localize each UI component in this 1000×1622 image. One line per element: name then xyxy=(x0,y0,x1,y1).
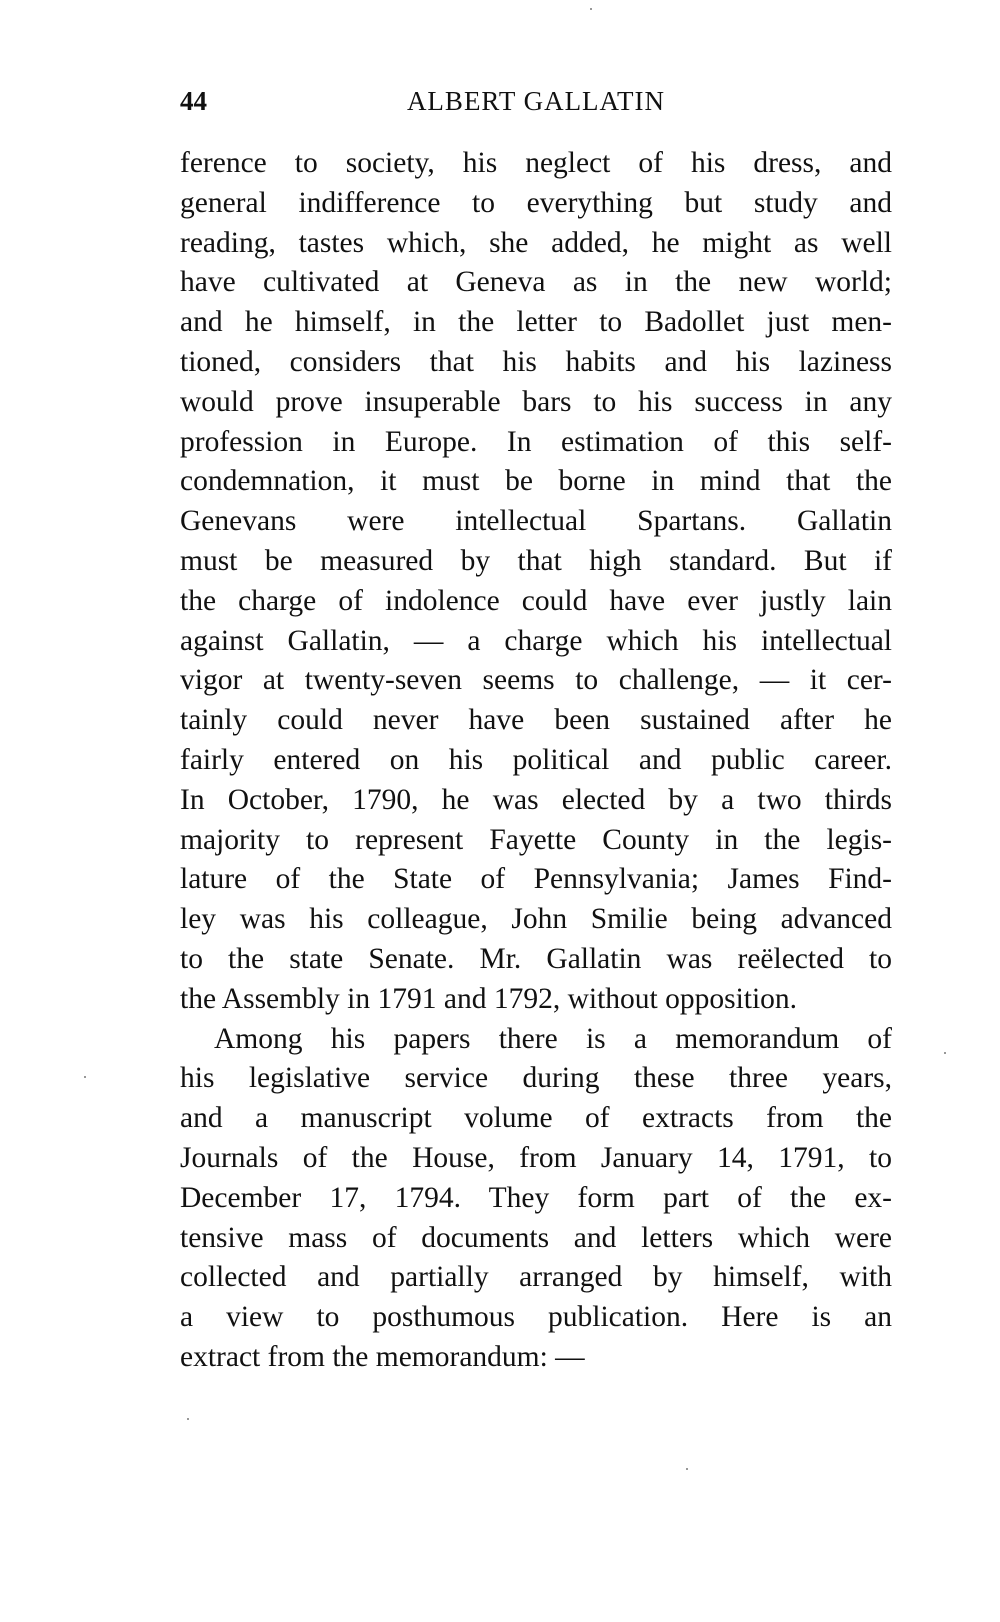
paragraph-2 xyxy=(180,1020,892,1378)
text-line: general indifference to everything but study and xyxy=(180,186,892,219)
text-line: fairly entered on his political and public career. xyxy=(180,743,892,776)
text-line: profession in Europe. In estimation of this self- xyxy=(180,425,892,458)
text-line: his legislative service during these three years, xyxy=(180,1062,892,1095)
text-line: lature of the State of Pennsylvania; James Find- xyxy=(180,863,892,896)
text-line: to the state Senate. Mr. Gallatin was reëlected to xyxy=(180,942,892,975)
text-line: vigor at twenty-seven seems to challenge, — it cer- xyxy=(180,664,892,697)
scan-speck xyxy=(686,1468,688,1470)
text-line: have cultivated at Geneva as in the new world; xyxy=(180,266,892,299)
text-line: condemnation, it must be borne in mind that the xyxy=(180,465,892,498)
page-number: 44 xyxy=(180,86,207,116)
text-line: ference to society, his neglect of his dress, and xyxy=(180,147,892,179)
text-line: against Gallatin, — a charge which his intellectual xyxy=(180,624,892,657)
text-line: a view to posthumous publication. Here is an xyxy=(180,1301,892,1334)
scan-speck xyxy=(590,8,592,10)
text-line: Genevans were intellectual Spartans. Gallatin xyxy=(180,505,892,538)
text-line: majority to represent Fayette County in the legis- xyxy=(180,823,892,856)
text-line: tainly could never have been sustained after he xyxy=(180,704,892,737)
text-line: would prove insuperable bars to his success in any xyxy=(180,385,892,418)
scan-speck xyxy=(84,1076,86,1078)
text-line: collected and partially arranged by himself, with xyxy=(180,1261,892,1294)
text-line: and he himself, in the letter to Badollet just men- xyxy=(180,306,892,339)
text-line: In October, 1790, he was elected by a two thirds xyxy=(180,783,892,816)
running-title: ALBERT GALLATIN xyxy=(406,86,666,116)
text-line: Journals of the House, from January 14, 1791, to xyxy=(180,1141,892,1174)
text-line: the Assembly in 1791 and 1792, without opposition. xyxy=(180,982,798,1015)
text-line: tioned, considers that his habits and his laziness xyxy=(180,345,892,378)
running-header xyxy=(180,86,892,126)
text-line: the charge of indolence could have ever justly lain xyxy=(180,584,892,617)
text-line: and a manuscript volume of extracts from the xyxy=(180,1102,892,1135)
text-line: December 17, 1794. They form part of the ex- xyxy=(180,1181,892,1214)
text-line: tensive mass of documents and letters which were xyxy=(180,1221,892,1254)
text-line: ley was his colleague, John Smilie being advanced xyxy=(180,903,892,936)
scan-speck xyxy=(187,1418,189,1420)
page-body xyxy=(180,144,892,1378)
text-line: Among his papers there is a memorandum of xyxy=(214,1022,892,1055)
text-line: reading, tastes which, she added, he might as well xyxy=(180,226,892,259)
text-line: must be measured by that high standard. But if xyxy=(180,544,892,577)
scan-speck xyxy=(944,1052,946,1054)
text-line: extract from the memorandum: — xyxy=(180,1340,585,1373)
paragraph-1 xyxy=(180,144,892,1020)
